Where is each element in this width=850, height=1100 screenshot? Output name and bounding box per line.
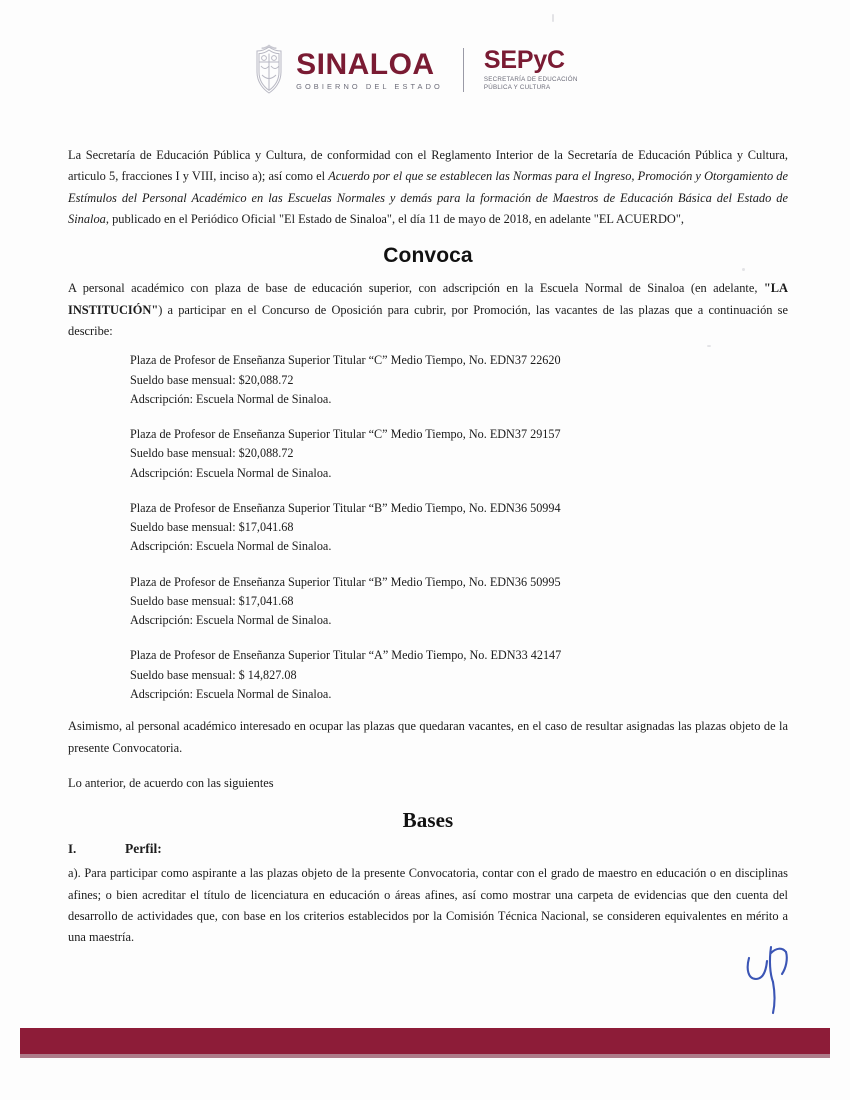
base-numeral: I.: [68, 841, 77, 857]
scan-artifact: [742, 268, 745, 271]
plaza-salary: Sueldo base mensual: $20,088.72: [130, 372, 294, 387]
bases-heading: Bases: [402, 808, 454, 833]
convoca-lead-part-2: ) a participar en el Concurso de Oposición para cubrir, por Promoción, las vacantes de las plazas que a continuación se describe:: [68, 302, 788, 338]
plaza-salary: Sueldo base mensual: $ 14,827.08: [130, 667, 297, 682]
intro-part-1: La Secretaría de Educación Pública y Cultura, de conformidad con el Reglamento Interior de la Secretaría de Educación Pública y Cultura, articulo 5, fracciones I y VIII, inciso a); así como el: [68, 148, 788, 184]
convoca-lead-paragraph: [68, 278, 788, 342]
institution-label: "LA INSTITUCIÓN": [68, 281, 788, 317]
scan-artifact: [707, 345, 711, 347]
sepyc-agency-name: SECRETARÍA DE EDUCACIÓN PÚBLICA Y CULTURA: [483, 75, 578, 91]
plaza-assignment: Adscripción: Escuela Normal de Sinaloa.: [130, 687, 332, 702]
base-body-perfil: a). Para participar como aspirante a las plazas objeto de la presente Convocatoria, contar con el grado de maestro en educación o en disciplinas afines; o bien acreditar el título de licenciatura en educación o áreas afines, así como mostrar una carpeta de evidencias que den cuenta del desarrollo de actividades que, con base en los criterios establecidos por la Comisión Técnica Nacional, se consideren equivalentes en mérito a una maestría.: [68, 866, 788, 945]
sinaloa-coat-of-arms-icon: [251, 44, 287, 96]
scan-artifact: [552, 14, 554, 22]
sinaloa-wordmark: [296, 47, 454, 91]
base-label: Perfil:: [125, 841, 162, 857]
plaza-salary: Sueldo base mensual: $17,041.68: [130, 520, 294, 535]
document-header: [0, 44, 850, 96]
plaza-list: [68, 351, 788, 704]
intro-paragraph: [68, 145, 788, 230]
plaza-title: Plaza de Profesor de Enseñanza Superior Titular “B” Medio Tiempo, No. EDN36 50995: [130, 574, 561, 589]
closing-lo-anterior-paragraph: Lo anterior, de acuerdo con las siguientes: [68, 775, 274, 790]
intro-acuerdo-title: Acuerdo por el que se establecen las Normas para el Ingreso, Promoción y Otorgamiento de Estímulos del Personal Académico en las Escuelas Normales y demás para la formación de Maestros de Educación Básica del Estado de Sinaloa: [68, 169, 788, 226]
plaza-assignment: Adscripción: Escuela Normal de Sinaloa.: [130, 613, 332, 628]
list-item: [130, 351, 788, 409]
plaza-assignment: Adscripción: Escuela Normal de Sinaloa.: [130, 391, 332, 406]
closing-asimismo-paragraph: Asimismo, al personal académico interesado en ocupar las plazas que quedaran vacantes, en el caso de resultar asignadas las plazas objeto de la presente Convocatoria.: [68, 719, 788, 755]
sinaloa-tagline: GOBIERNO DEL ESTADO: [296, 81, 443, 91]
footer-bar: [20, 1028, 830, 1054]
plaza-salary: Sueldo base mensual: $20,088.72: [130, 446, 294, 461]
logo-divider: [463, 48, 464, 92]
list-item: [130, 499, 788, 557]
plaza-salary: Sueldo base mensual: $17,041.68: [130, 593, 294, 608]
plaza-title: Plaza de Profesor de Enseñanza Superior Titular “C” Medio Tiempo, No. EDN37 29157: [130, 427, 561, 442]
sinaloa-state-name: SINALOA: [296, 47, 435, 81]
base-item-heading-perfil: [68, 841, 788, 857]
list-item: [130, 573, 788, 631]
plaza-title: Plaza de Profesor de Enseñanza Superior Titular “B” Medio Tiempo, No. EDN36 50994: [130, 500, 561, 515]
intro-part-2: , publicado en el Periódico Oficial "El Estado de Sinaloa", el día 11 de mayo de 2018, en adelante "EL ACUERDO",: [105, 211, 684, 226]
plaza-assignment: Adscripción: Escuela Normal de Sinaloa.: [130, 465, 332, 480]
plaza-title: Plaza de Profesor de Enseñanza Superior Titular “C” Medio Tiempo, No. EDN37 22620: [130, 353, 561, 368]
list-item: [130, 425, 788, 483]
sepyc-acronym: SEPyC: [483, 45, 565, 74]
plaza-title: Plaza de Profesor de Enseñanza Superior Titular “A” Medio Tiempo, No. EDN33 42147: [130, 648, 562, 663]
document-body: [68, 145, 788, 963]
convoca-heading: Convoca: [383, 244, 473, 268]
sepyc-sinaloa-logo-lockup: [251, 44, 599, 96]
plaza-assignment: Adscripción: Escuela Normal de Sinaloa.: [130, 539, 332, 554]
convoca-lead-part-1: A personal académico con plaza de base de educación superior, con adscripción en la Escuela Normal de Sinaloa (en adelante,: [68, 281, 764, 296]
list-item: [130, 646, 788, 704]
sepyc-wordmark: [483, 45, 599, 93]
